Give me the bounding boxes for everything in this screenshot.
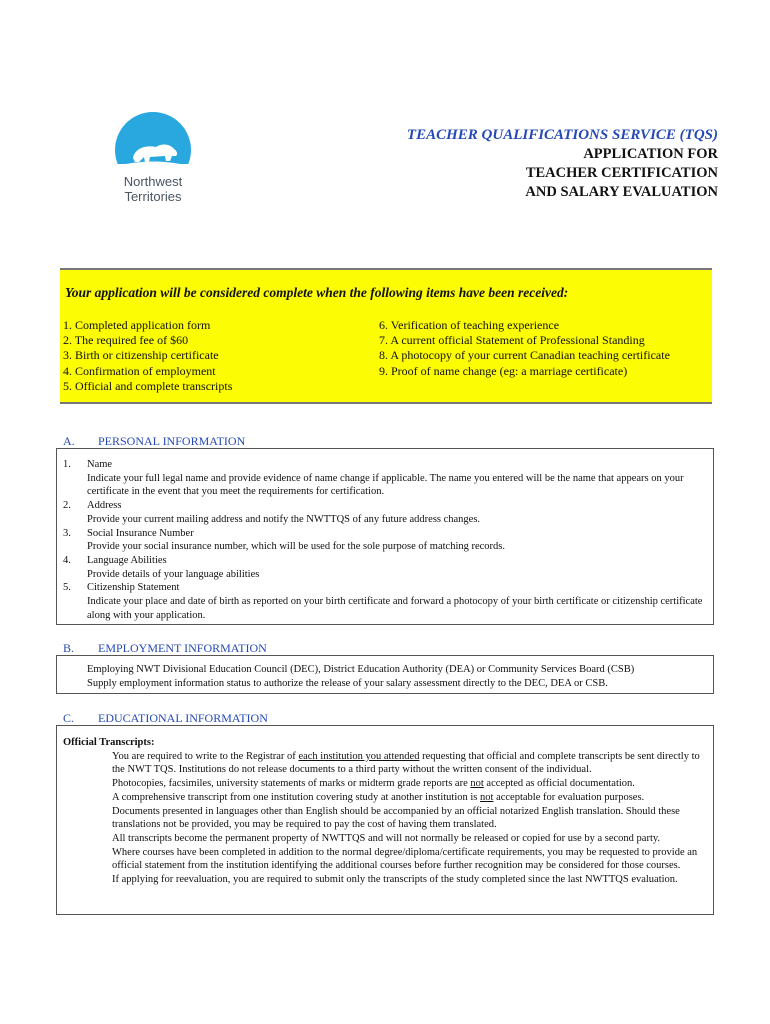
transcript-para-3: A comprehensive transcript from one institution covering study at another institution is not acceptable for evaluation purposes. bbox=[112, 791, 645, 803]
service-title: TEACHER QUALIFICATIONS SERVICE (TQS) bbox=[406, 127, 718, 143]
transcripts-subhead: Official Transcripts: bbox=[63, 737, 155, 748]
transcript-para-6: Where courses have been completed in addition to the normal degree/diploma/certificate requirements, you may be requested to provide an official statement from the institution identifying the additional courses before further recognition may be considered for those courses. bbox=[112, 846, 698, 872]
item-text: Provide your current mailing address and notify the NWTTQS of any future address changes. bbox=[87, 513, 481, 525]
item-text: Provide your social insurance number, which will be used for the sole purpose of matching records. bbox=[87, 541, 506, 553]
personal-item-1: 1. Name Indicate your full legal name and provide evidence of name change if applicable. The name you entered will be the name that appears on your certificate in the event that you meet the requirements for certification. bbox=[63, 458, 705, 499]
logo-line-2: Territories bbox=[124, 189, 182, 204]
item-text: Indicate your place and date of birth as reported on your birth certificate and forward a photocopy of your birth certificate or citizenship certificate along with your application. bbox=[87, 596, 703, 621]
polar-bear-icon bbox=[98, 110, 208, 174]
list-item: 5. Official and complete transcripts bbox=[63, 378, 233, 393]
personal-item-5: 5. Citizenship Statement Indicate your place and date of birth as reported on your birth certificate and forward a photocopy of your birth certificate or citizenship certificate along with your application. bbox=[63, 581, 705, 622]
transcript-para-5: All transcripts become the permanent property of NWTTQS and will not normally be released or copied for use by a second party. bbox=[112, 832, 661, 844]
item-label: Citizenship Statement bbox=[87, 582, 180, 594]
page-header bbox=[407, 126, 718, 202]
transcript-para-4: Documents presented in languages other than English should be accompanied by an official notarized English translation. Should these translations not be provided, you may be required to pay the cost of having them translated. bbox=[112, 805, 680, 831]
transcript-para-7: If applying for reevaluation, you are required to submit only the transcripts of the study completed since the last NWTTQS evaluation. bbox=[112, 874, 678, 886]
checklist-left bbox=[63, 318, 232, 394]
title-line-3: AND SALARY EVALUATION bbox=[525, 184, 718, 200]
list-item: 7. A current official Statement of Professional Standing bbox=[379, 333, 645, 348]
section-c-heading bbox=[63, 711, 268, 726]
section-a-letter: A. bbox=[63, 434, 75, 448]
employment-line-2: Supply employment information status to authorize the release of your salary assessment directly to the DEC, DEA or CSB. bbox=[87, 677, 608, 689]
list-item: 1. Completed application form bbox=[63, 318, 211, 332]
section-b-title: EMPLOYMENT INFORMATION bbox=[98, 641, 267, 655]
transcript-para-2: Photocopies, facsimiles, university statements of marks or midterm grade reports are not accepted as official documentation. bbox=[112, 778, 635, 790]
section-b-letter: B. bbox=[63, 641, 75, 655]
title-line-1: APPLICATION FOR bbox=[583, 146, 718, 162]
section-c-box bbox=[56, 725, 714, 915]
section-c-letter: C. bbox=[63, 711, 75, 725]
personal-item-4: 4. Language Abilities Provide details of your language abilities bbox=[63, 554, 260, 580]
list-item: 3. Birth or citizenship certificate bbox=[63, 348, 219, 363]
transcript-para-1: You are required to write to the Registrar of each institution you attended requesting that official and complete transcripts be sent directly to the NWT TQS. Institutions do not release documents to a third party without the written consent of the individual. bbox=[112, 750, 700, 776]
personal-item-3: 3. Social Insurance Number Provide your social insurance number, which will be used for the sole purpose of matching records. bbox=[63, 527, 506, 553]
employment-line-1: Employing NWT Divisional Education Council (DEC), District Education Authority (DEA) or Community Services Board (CSB) bbox=[87, 664, 635, 675]
nwt-logo bbox=[98, 110, 208, 210]
list-item: 4. Confirmation of employment bbox=[63, 363, 216, 378]
item-label: Language Abilities bbox=[87, 554, 167, 566]
section-a-box bbox=[56, 448, 714, 625]
item-label: Social Insurance Number bbox=[87, 527, 194, 539]
section-b-heading bbox=[63, 641, 267, 656]
list-item: 9. Proof of name change (eg: a marriage certificate) bbox=[379, 363, 628, 378]
checklist-caption: Your application will be considered complete when the following items have been received: bbox=[65, 285, 569, 300]
item-text: Provide details of your language abilities bbox=[87, 568, 260, 580]
item-label: Address bbox=[87, 500, 122, 512]
list-item: 6. Verification of teaching experience bbox=[379, 318, 560, 332]
section-b-box bbox=[56, 655, 714, 694]
list-item: 2. The required fee of $60 bbox=[63, 333, 189, 348]
personal-item-2: 2. Address Provide your current mailing address and notify the NWTTQS of any future address changes. bbox=[63, 500, 481, 525]
item-label: Name bbox=[87, 459, 113, 470]
section-a-heading bbox=[63, 434, 245, 449]
list-item: 8. A photocopy of your current Canadian teaching certificate bbox=[379, 348, 670, 363]
section-a-title: PERSONAL INFORMATION bbox=[98, 434, 246, 448]
logo-line-1: Northwest bbox=[123, 174, 183, 189]
section-c-title: EDUCATIONAL INFORMATION bbox=[98, 711, 268, 725]
checklist-box bbox=[60, 268, 712, 404]
title-line-2: TEACHER CERTIFICATION bbox=[525, 165, 718, 181]
item-text: Indicate your full legal name and provide evidence of name change if applicable. The name you entered will be the name that appears on your certificate in the event that you meet the requirements for certification. bbox=[87, 472, 684, 498]
checklist-right bbox=[379, 318, 670, 379]
